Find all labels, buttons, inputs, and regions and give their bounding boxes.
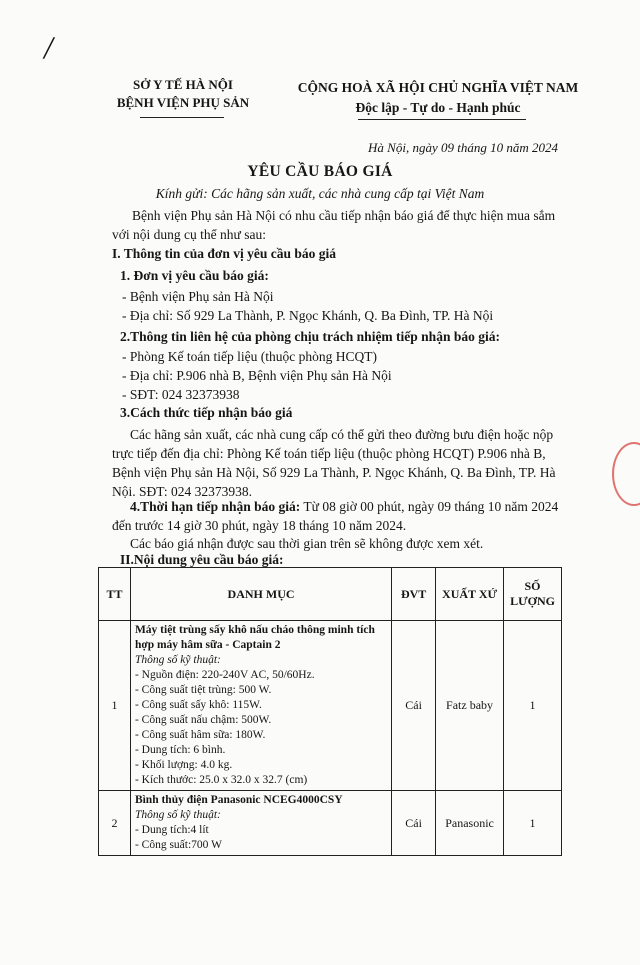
header-danh-muc: DANH MỤC	[130, 568, 391, 621]
row-2-spec: - Công suất:700 W	[134, 839, 222, 851]
header-xuat-xu: XUẤT XỨ	[436, 568, 504, 621]
section-1-heading: I. Thông tin của đơn vị yêu cầu báo giá	[112, 246, 337, 261]
sub-2-heading: 2.Thông tin liên hệ của phòng chịu trách nhiệm tiếp nhận báo giá:	[120, 329, 500, 344]
sub-2-item-2: - Địa chỉ: P.906 nhà B, Bệnh viện Phụ sản Hà Nội	[122, 368, 392, 383]
motto-underline	[358, 119, 526, 120]
row-2-qty: 1	[504, 791, 562, 856]
sub-3-heading: 3.Cách thức tiếp nhận báo giá	[120, 405, 293, 420]
intro-paragraph: Bệnh viện Phụ sản Hà Nội có nhu cầu tiếp nhận báo giá để thực hiện mua sắm với nội dung cụ thể như sau:	[112, 208, 556, 242]
agency-line-2: BỆNH VIỆN PHỤ SẢN	[116, 95, 250, 110]
recipient-line	[0, 186, 640, 202]
handwritten-mark: /	[41, 29, 57, 68]
agency-underline	[140, 117, 224, 118]
row-1-spec: - Công suất nấu chậm: 500W.	[134, 714, 272, 726]
row-1-spec: - Công suất sấy khô: 115W.	[134, 699, 262, 711]
row-2-unit: Cái	[392, 791, 436, 856]
row-1-tt: 1	[99, 621, 131, 791]
row-1-spec: - Khối lượng: 4.0 kg.	[134, 759, 233, 771]
row-1-origin: Fatz baby	[436, 621, 504, 791]
table-header-row	[99, 568, 562, 621]
national-motto: Độc lập - Tự do - Hạnh phúc	[355, 100, 521, 115]
sub-4-text: Từ 08 giờ 00 phút, ngày 09 tháng 10 năm 2024 đến trước 14 giờ 30 phút, ngày 18 tháng 10 năm 2024.	[112, 499, 559, 533]
document-date: Hà Nội, ngày 09 tháng 10 năm 2024	[368, 140, 558, 155]
row-1-qty: 1	[504, 621, 562, 791]
sub-1-item-2: - Địa chỉ: Số 929 La Thành, P. Ngọc Khánh, Q. Ba Đình, TP. Hà Nội	[122, 308, 494, 323]
header-so-luong: SỐ LƯỢNG	[504, 568, 562, 621]
sub-3-paragraph: Các hãng sản xuất, các nhà cung cấp có thể gửi theo đường bưu điện hoặc nộp trực tiếp đến địa chỉ: Phòng Kế toán tiếp liệu (thuộc phòng HCQT) P.906 nhà B, Bệnh viện Phụ sản Hà Nội, Số 929 La Thành, P. Ngọc Khánh, Q. Ba Đình, TP. Hà Nội. SĐT: 024 32373938.	[112, 427, 556, 499]
national-title: CỘNG HOÀ XÃ HỘI CHỦ NGHĨA VIỆT NAM	[297, 80, 579, 95]
row-2-spec: - Dung tích:4 lít	[134, 824, 209, 836]
header-tt: TT	[99, 568, 131, 621]
quote-table	[98, 567, 562, 856]
sub-2-item-3: - SĐT: 024 32373938	[122, 387, 240, 402]
sub-1-heading: 1. Đơn vị yêu cầu báo giá:	[120, 268, 269, 283]
recipient-label: Kính gửi:	[155, 186, 208, 201]
agency-header	[108, 76, 258, 112]
row-1-unit: Cái	[392, 621, 436, 791]
row-2-item	[130, 791, 391, 856]
row-2-name: Bình thủy điện Panasonic NCEG4000CSY	[134, 794, 343, 806]
table-row	[99, 621, 562, 791]
row-1-name: Máy tiệt trùng sấy khô nấu cháo thông minh tích hợp máy hâm sữa - Captain 2	[134, 624, 375, 651]
sub-4-paragraph	[112, 497, 564, 535]
sub-4-label: 4.Thời hạn tiếp nhận báo giá:	[130, 499, 301, 514]
row-1-spec: - Công suất hâm sữa: 180W.	[134, 729, 266, 741]
sub-2-item-1: - Phòng Kế toán tiếp liệu (thuộc phòng HCQT)	[122, 349, 377, 364]
row-1-spec: - Nguồn điện: 220-240V AC, 50/60Hz.	[134, 669, 315, 681]
row-1-spec: - Kích thước: 25.0 x 32.0 x 32.7 (cm)	[134, 774, 308, 786]
section-2-heading: II.Nội dung yêu cầu báo giá:	[120, 552, 284, 567]
red-stamp	[612, 442, 640, 506]
row-1-spec-label: Thông số kỹ thuật:	[134, 654, 221, 666]
agency-line-1: SỞ Y TẾ HÀ NỘI	[133, 77, 233, 92]
row-1-item	[130, 621, 391, 791]
row-2-origin: Panasonic	[436, 791, 504, 856]
table-row	[99, 791, 562, 856]
recipient-text: Các hãng sản xuất, các nhà cung cấp tại Việt Nam	[211, 186, 485, 201]
document-title: YÊU CẦU BÁO GIÁ	[247, 163, 393, 180]
header-dvt: ĐVT	[392, 568, 436, 621]
row-1-spec: - Công suất tiệt trùng: 500 W.	[134, 684, 272, 696]
national-header	[278, 78, 598, 118]
row-1-spec: - Dung tích: 6 bình.	[134, 744, 226, 756]
row-2-spec-label: Thông số kỹ thuật:	[134, 809, 221, 821]
sub-4-note: Các báo giá nhận được sau thời gian trên sẽ không được xem xét.	[130, 536, 484, 551]
row-2-tt: 2	[99, 791, 131, 856]
sub-1-item-1: - Bệnh viện Phụ sản Hà Nội	[122, 289, 274, 304]
